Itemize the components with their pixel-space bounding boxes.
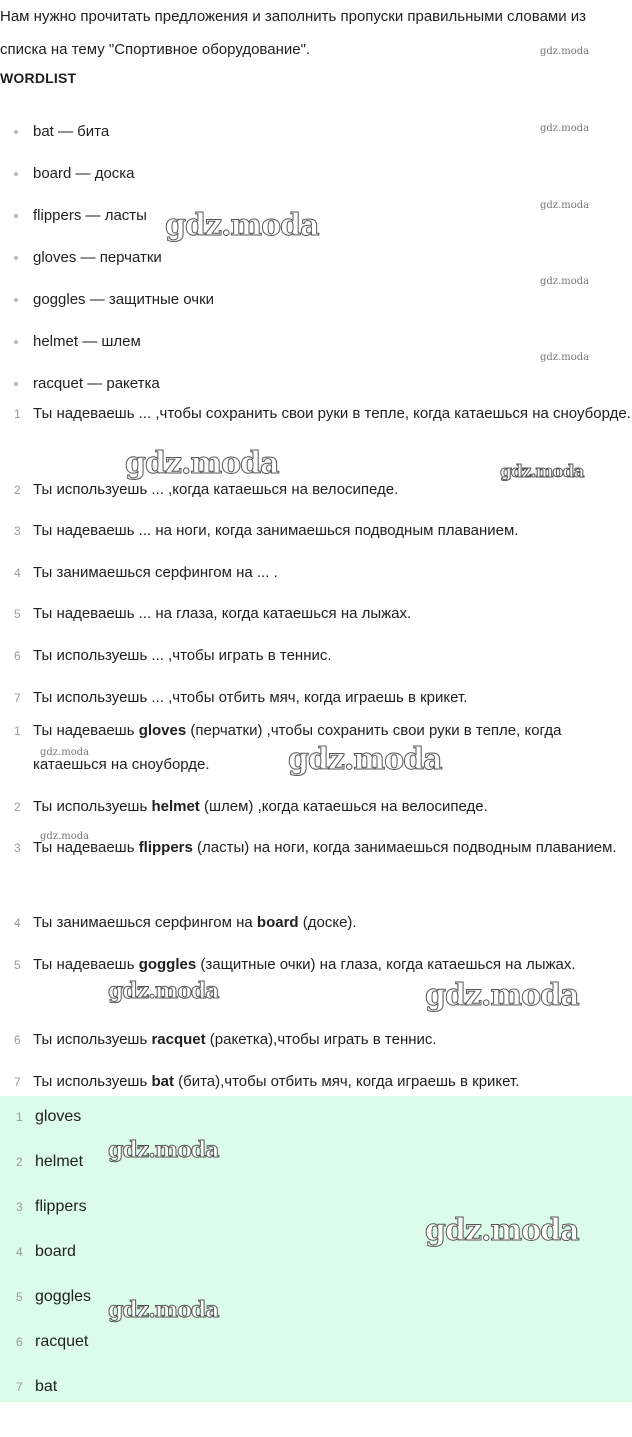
watermark: gdz.moda [108, 1297, 219, 1323]
watermark: gdz.moda [125, 446, 279, 481]
watermark: gdz.moda [40, 831, 90, 842]
watermark: gdz.moda [425, 978, 579, 1013]
bullet-icon [14, 340, 18, 344]
intro-text: Нам нужно прочитать предложения и заполнить пропуски правильными словами из списка на тему "Спортивное оборудование". [0, 8, 587, 58]
watermark: gdz.moda [540, 200, 590, 211]
watermark: gdz.moda [108, 1137, 219, 1163]
watermark: gdz.moda [500, 462, 584, 482]
bullet-icon [14, 214, 18, 218]
answer-box: 1 gloves 2 helmet 3 flippers 4 board 5 goggles 6 racquet 7 bat [0, 1096, 632, 1402]
answer-word: goggles [138, 956, 197, 973]
watermark: gdz.moda [540, 46, 590, 57]
answer-word: gloves [138, 722, 187, 739]
watermark: gdz.moda [540, 352, 590, 363]
answer-word: bat [151, 1073, 174, 1090]
answer-word: racquet [151, 1031, 206, 1048]
watermark: gdz.moda [108, 978, 219, 1004]
watermark: gdz.moda [40, 747, 90, 758]
bullet-icon [14, 298, 18, 302]
watermark: gdz.moda [288, 742, 442, 777]
bullet-icon [14, 256, 18, 260]
answer-word: board [256, 914, 299, 931]
answer-word: helmet [151, 798, 200, 815]
watermark: gdz.moda [540, 123, 590, 134]
watermark: gdz.moda [425, 1213, 579, 1248]
bullet-icon [14, 382, 18, 386]
wordlist-heading: WORDLIST [0, 70, 77, 86]
answer-word: flippers [138, 839, 193, 856]
watermark: gdz.moda [165, 208, 319, 243]
watermark: gdz.moda [540, 276, 590, 287]
bullet-icon [14, 130, 18, 134]
bullet-icon [14, 172, 18, 176]
